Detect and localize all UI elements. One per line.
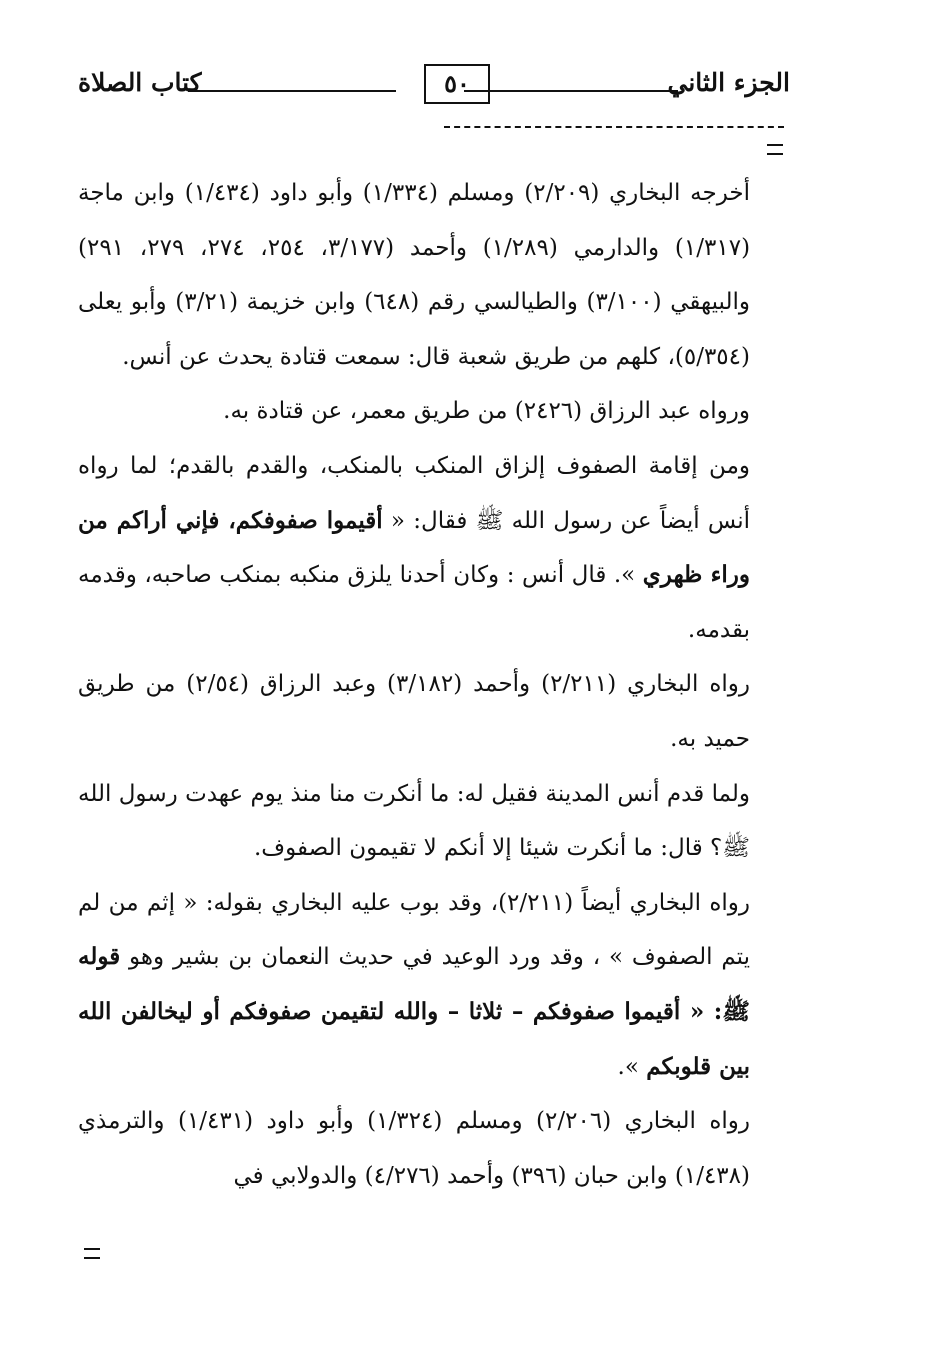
page-number: ٥٠ (424, 64, 490, 104)
continuation-mark-bottom (84, 1248, 100, 1259)
text-run: رواه البخاري (٢/٢١١) وأحمد (٣/١٨٢) وعبد الرزاق (٢/٥٤) من طريق حميد به. (78, 671, 750, 752)
paragraph (78, 767, 750, 876)
continuation-mark-top (767, 144, 783, 155)
text-run: ». قال أنس : وكان أحدنا يلزق منكبه بمنكب صاحبه، وقدمه بقدمه. (78, 562, 750, 643)
footnote-separator (444, 126, 784, 128)
text-run: ومن إقامة الصفوف إلزاق المنكب بالمنكب، والقدم بالقدم؛ لما رواه أنس أيضاً عن رسول الله ﷺ فقال: « (78, 452, 750, 534)
text-run: ورواه عبد الرزاق (٢٤٢٦) من طريق معمر، عن قتادة به. (223, 398, 750, 425)
running-header (78, 58, 790, 112)
text-run: أخرجه البخاري (٢/٢٠٩) ومسلم (١/٣٣٤) وأبو داود (١/٤٣٤) وابن ماجة (١/٣١٧) والدارمي (١/٢٨٩) وأحمد (٣/١٧٧، ٢٥٤، ٢٧٤، ٢٧٩، ٢٩١) والبيهقي (٣/١٠٠) والطيالسي رقم (٦٤٨) وابن خزيمة (٣/٢١) وأبو يعلى (٥/٣٥٤)، كلهم من طريق شعبة قال: سمعت قتادة يحدث عن أنس. (78, 180, 751, 370)
hadith-quote: قوله ﷺ: « أقيموا صفوفكم – ثلاثا – والله لتقيمن صفوفكم أو ليخالفن الله بين قلوبكم (78, 943, 750, 1080)
volume-title: الجزء الثاني (667, 68, 790, 97)
paragraph (78, 166, 750, 384)
text-run: ». (617, 1053, 647, 1080)
hadith-quote: أقيموا صفوفكم، فإني أراكم من وراء ظهري (78, 506, 750, 589)
paragraph (78, 1094, 750, 1203)
book-title: كتاب الصلاة (78, 68, 202, 97)
paragraph (78, 876, 750, 1094)
footnote-body (78, 166, 750, 1203)
paragraph (78, 439, 750, 657)
text-run: رواه البخاري (٢/٢٠٦) ومسلم (١/٣٢٤) وأبو داود (١/٤٣١) والترمذي (١/٤٣٨) وابن حبان (٣٩٦) وأحمد (٤/٢٧٦) والدولابي في (78, 1108, 750, 1189)
text-run: ولما قدم أنس المدينة فقيل له: ما أنكرت منا منذ يوم عهدت رسول الله ﷺ؟ قال: ما أنكرت شيئا إلا أنكم لا تقيمون الصفوف. (78, 780, 750, 862)
paragraph (78, 657, 750, 766)
header-rule-right (464, 90, 678, 92)
paragraph (78, 384, 750, 439)
text-run: رواه البخاري أيضاً (٢/٢١١)، وقد بوب عليه البخاري بقوله: « إثم من لم يتم الصفوف » ، وقد ورد الوعيد في حديث النعمان بن بشير وهو (78, 889, 750, 971)
header-rule-left (188, 90, 396, 92)
